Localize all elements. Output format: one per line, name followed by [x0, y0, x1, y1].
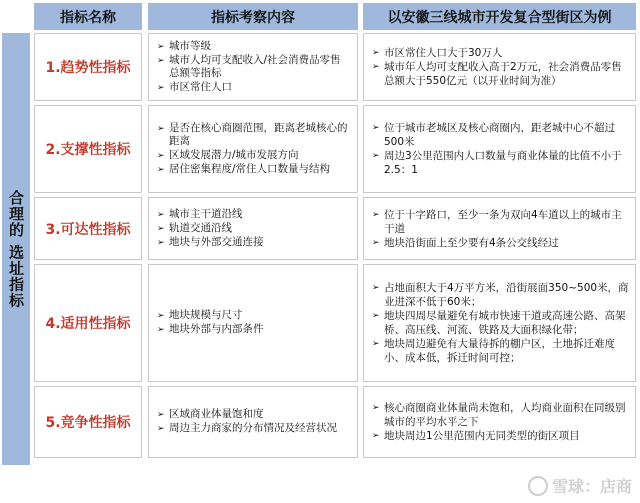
- row-name: 4.适用性指标: [45, 316, 131, 332]
- content-cell: [148, 386, 358, 458]
- list-item: ➢ 城市主干道沿线: [157, 207, 243, 220]
- arrow-bullet-icon: ➢: [372, 209, 380, 220]
- row-name-cell: [34, 197, 142, 260]
- example-cell: [363, 105, 636, 193]
- arrow-bullet-icon: ➢: [157, 164, 165, 175]
- list-item: ➢ 周边主力商家的分布情况及经营状况: [157, 422, 337, 434]
- arrow-bullet-icon: ➢: [372, 62, 380, 72]
- example-cell: [363, 33, 636, 101]
- arrow-bullet-icon: ➢: [372, 339, 380, 349]
- example-cell: [363, 386, 636, 458]
- list-item: ➢ 位于十字路口，至少一条为双向4车道以上的城市主干道: [372, 208, 622, 235]
- arrow-bullet-icon: ➢: [372, 431, 380, 441]
- arrow-bullet-icon: ➢: [157, 82, 165, 93]
- list-item: ➢ 位于城市老城区及核心商圈内，距老城中心不超过500米: [372, 122, 615, 148]
- list-item: ➢ 地块与外部交通连接: [157, 235, 264, 248]
- arrow-bullet-icon: ➢: [157, 410, 165, 420]
- arrow-bullet-icon: ➢: [157, 209, 165, 220]
- arrow-bullet-icon: ➢: [372, 311, 380, 321]
- row-name-cell: [34, 386, 142, 458]
- list-item: ➢ 核心商圈商业体量尚未饱和，人均商业面积在同级别城市的平均水平之下: [372, 402, 626, 428]
- header-indicator-name: 指标名称: [34, 3, 142, 30]
- row-name: 5.竞争性指标: [45, 415, 131, 431]
- list-item: ➢ 市区常住人口大于30万人: [372, 47, 503, 59]
- header-indicator-content: 指标考察内容: [148, 3, 358, 30]
- arrow-bullet-icon: ➢: [372, 151, 380, 161]
- list-item: ➢ 是否在核心商圈范围，距离老城核心的距离: [157, 121, 348, 147]
- row-name-cell: [34, 33, 142, 101]
- list-item: ➢ 周边3公里范围内人口数量与商业体量的比值不小于2.5：1: [372, 150, 622, 176]
- list-item: ➢ 城市等级: [157, 39, 211, 52]
- list-item: ➢ 区域发展潜力/城市发展方向: [157, 148, 299, 161]
- arrow-bullet-icon: ➢: [372, 403, 380, 413]
- arrow-bullet-icon: ➢: [372, 48, 380, 58]
- arrow-bullet-icon: ➢: [157, 150, 165, 161]
- list-item: ➢ 占地面积大于4万平方米，沿街展面350~500米，商业进深不低于60米；: [372, 282, 629, 308]
- content-cell: [148, 105, 358, 193]
- arrow-bullet-icon: ➢: [372, 237, 380, 248]
- row-name-cell: [34, 105, 142, 193]
- arrow-bullet-icon: ➢: [372, 123, 380, 133]
- example-cell: [363, 197, 636, 260]
- arrow-bullet-icon: ➢: [157, 237, 165, 248]
- side-label-column: [2, 33, 30, 465]
- list-item: ➢ 城市年人均可支配收入高于2万元，社会消费品零售总额大于550亿元（以开业时间为准）: [372, 61, 622, 87]
- arrow-bullet-icon: ➢: [157, 55, 165, 66]
- arrow-bullet-icon: ➢: [157, 424, 165, 434]
- list-item: ➢ 市区常住人口: [157, 80, 232, 93]
- watermark-text: 雪球：店商: [551, 477, 632, 496]
- content-cell: [148, 33, 358, 101]
- arrow-bullet-icon: ➢: [157, 325, 165, 335]
- content-cell: [148, 264, 358, 382]
- list-item: ➢ 地块规模与尺寸: [157, 309, 243, 321]
- row-name: 1.趋势性指标: [45, 60, 131, 76]
- arrow-bullet-icon: ➢: [157, 123, 165, 134]
- content-cell: [148, 197, 358, 260]
- header-example: 以安徽三线城市开发复合型街区为例: [363, 3, 636, 30]
- row-name: 2.支撑性指标: [45, 142, 131, 158]
- row-name-cell: [34, 264, 142, 382]
- arrow-bullet-icon: ➢: [157, 311, 165, 321]
- list-item: ➢ 地块四周尽量避免有城市快速干道或高速公路、高架桥、高压线、河流、铁路及大面积绿化带；: [372, 310, 626, 336]
- arrow-bullet-icon: ➢: [372, 283, 380, 293]
- watermark: [528, 474, 632, 497]
- list-item: ➢ 居住密集程度/常住人口数量与结构: [157, 162, 331, 175]
- list-item: ➢ 地块沿街面上至少要有4条公交线经过: [372, 236, 559, 249]
- example-cell: [363, 264, 636, 382]
- list-item: ➢ 地块周边1公里范围内无同类型的街区项目: [372, 430, 580, 442]
- list-item: ➢ 区域商业体量饱和度: [157, 408, 264, 420]
- list-item: ➢ 城市人均可支配收入/社会消费品零售总额等指标: [157, 53, 341, 79]
- arrow-bullet-icon: ➢: [157, 223, 165, 234]
- list-item: ➢ 地块外部与内部条件: [157, 323, 264, 335]
- list-item: ➢ 地块周边避免有大量待拆的棚户区，土地拆迁难度小、成本低，拆迁时间可控；: [372, 338, 615, 364]
- row-name: 3.可达性指标: [45, 221, 131, 238]
- arrow-bullet-icon: ➢: [157, 41, 165, 52]
- list-item: ➢ 轨道交通沿线: [157, 221, 232, 234]
- side-label: 合理的 选址指标: [7, 189, 25, 309]
- snowball-logo-icon: [528, 476, 548, 496]
